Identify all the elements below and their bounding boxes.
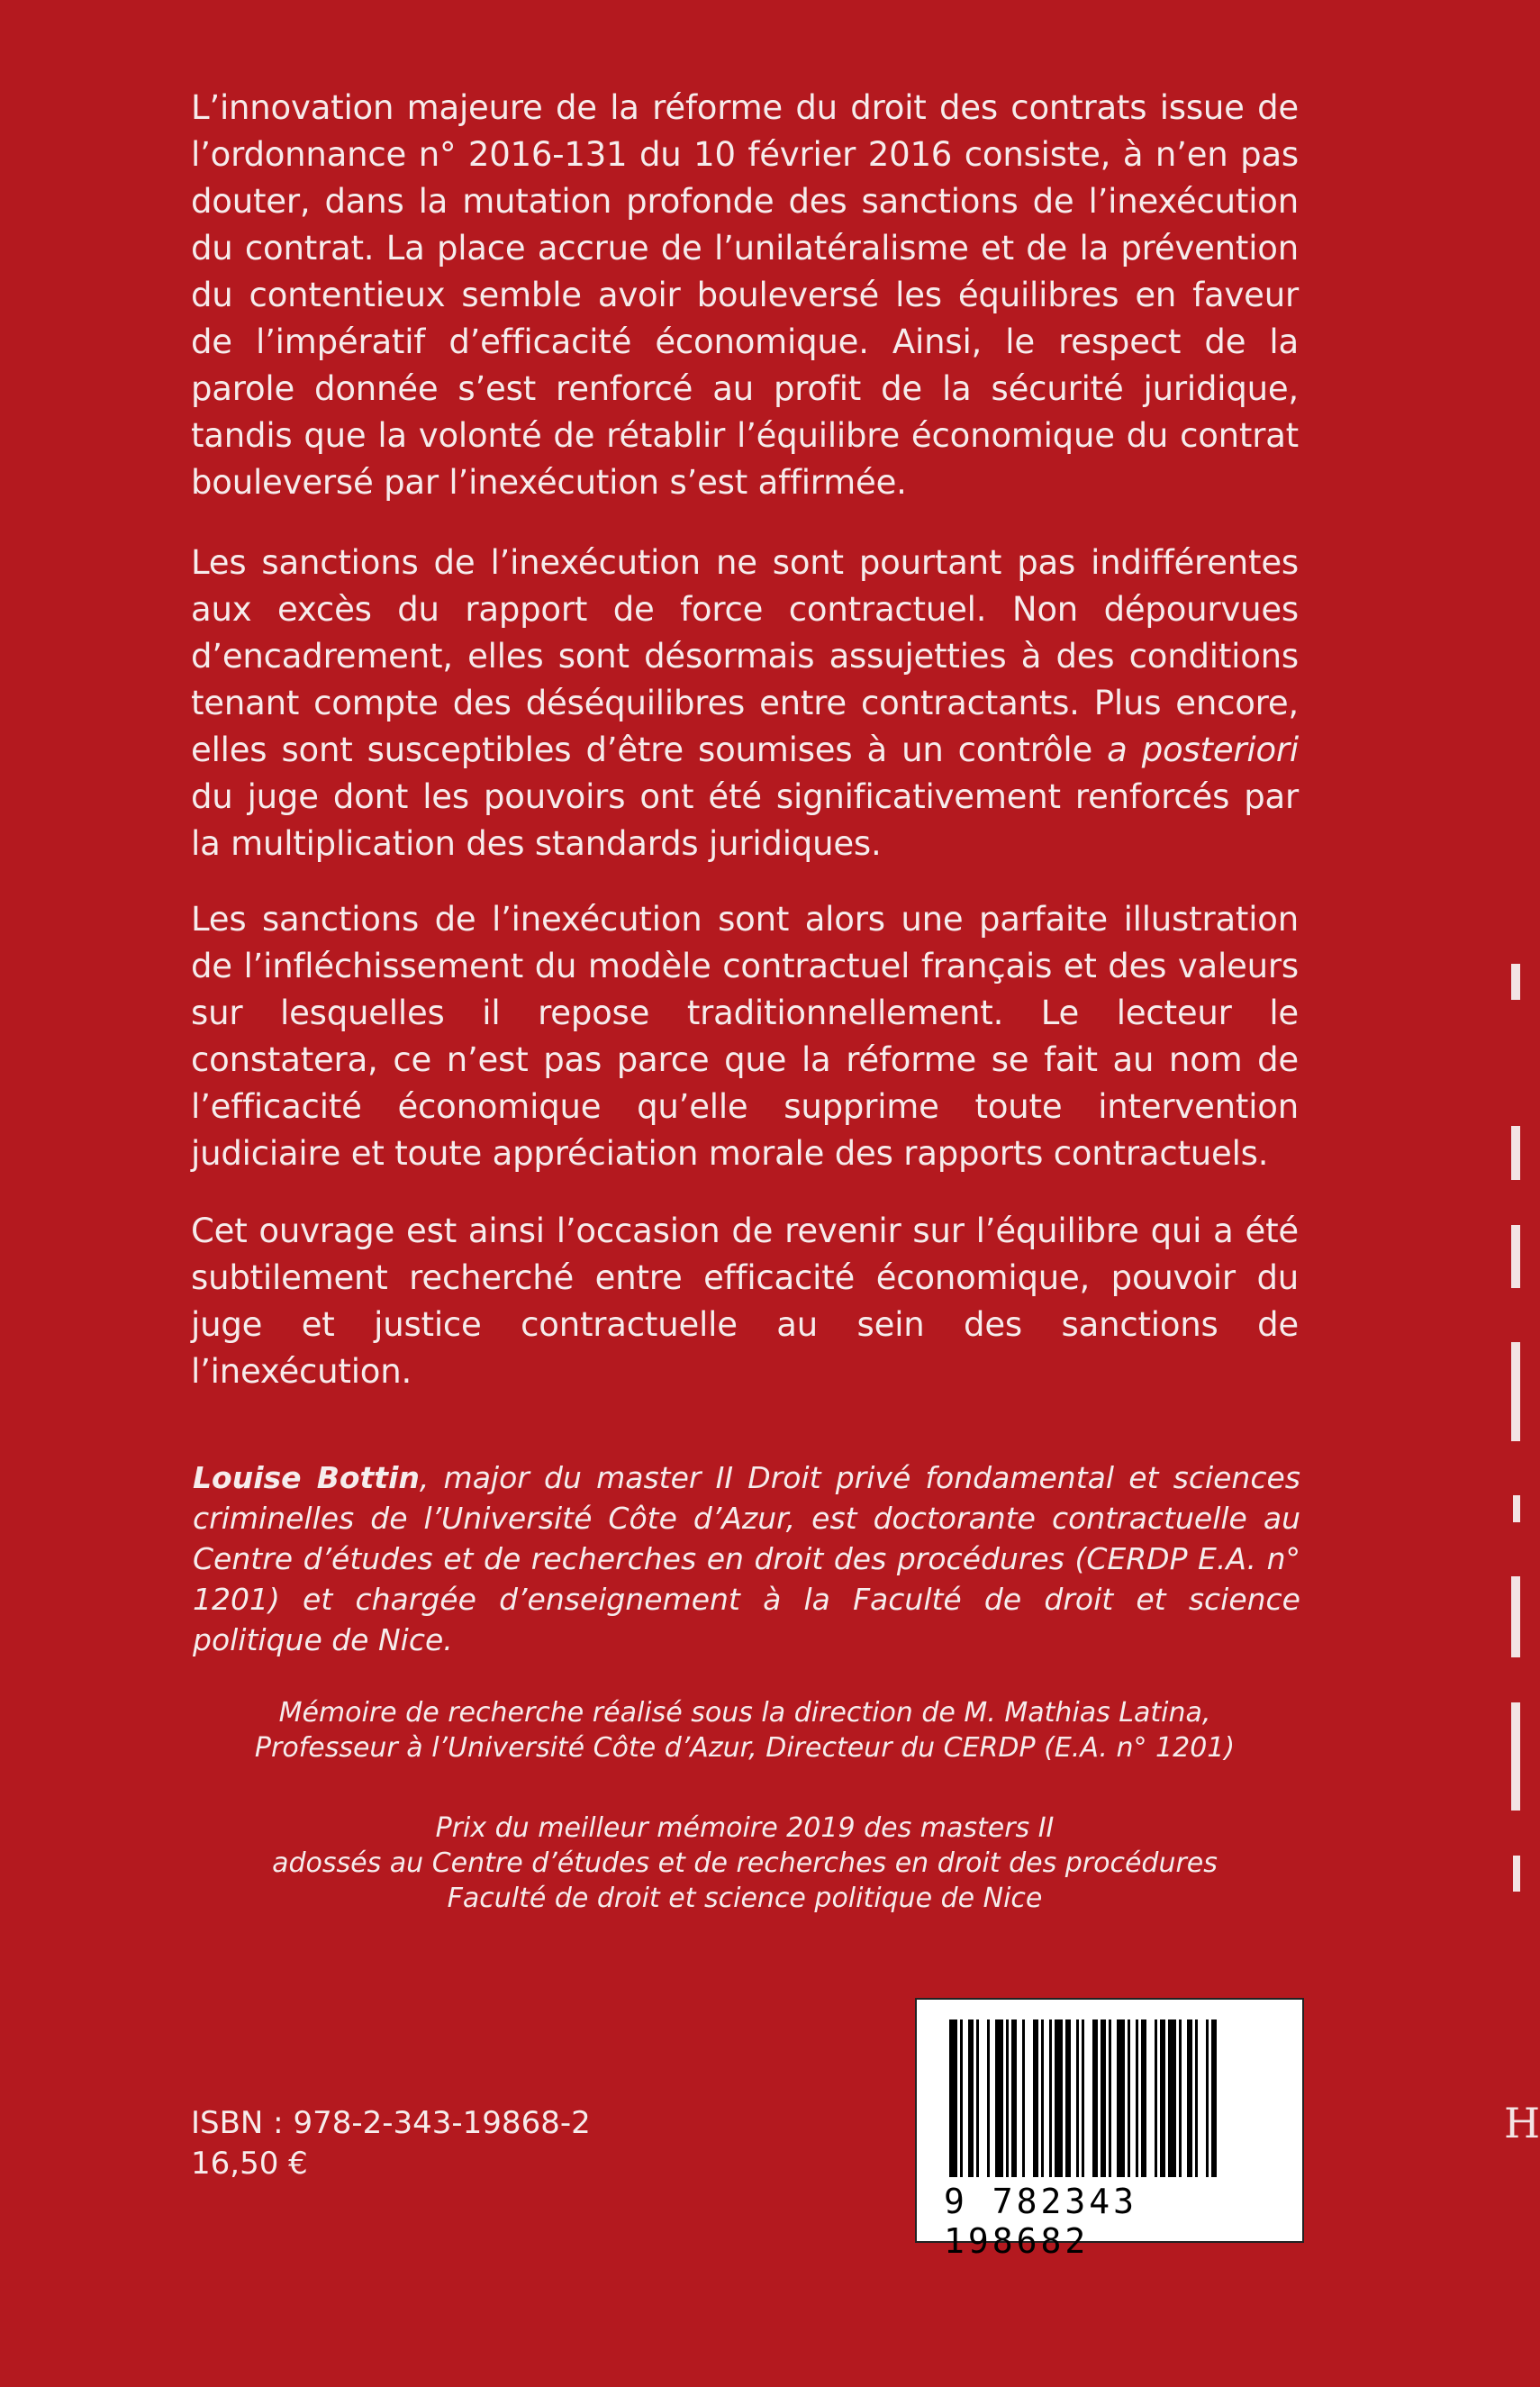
barcode-bar [1117, 2019, 1125, 2177]
blurb-paragraph-3: Les sanctions de l’inexécution sont alors une parfaite illustration de l’infléchissement du modèle contractuel français et des valeurs sur lesquelles il repose traditionnellement. Le lecteur le constatera, ce n’est pas parce que la réforme se fait au nom de l’efficacité économique qu’elle supprime toute intervention judiciaire et toute appréciation morale des rapports contractuels. [191, 900, 1299, 1173]
author-bio [193, 1457, 1300, 1660]
spine-mark [1511, 1225, 1520, 1288]
barcode-bar [1049, 2019, 1052, 2177]
barcode-bar [960, 2019, 963, 2177]
isbn-text: ISBN : 978-2-343-19868-2 [191, 2105, 591, 2141]
barcode-bar [1187, 2019, 1192, 2177]
barcode-bar [1065, 2019, 1071, 2177]
barcode-bar [987, 2019, 990, 2177]
supervision-line-1: Mémoire de recherche réalisé sous la direction de M. Mathias Latina, [278, 1697, 1211, 1729]
barcode-bar [1006, 2019, 1009, 2177]
blurb-paragraph-2 [191, 540, 1299, 867]
blurb-paragraph-1: L’innovation majeure de la réforme du droit des contrats issue de l’ordonnance n° 2016-131 du 10 février 2016 consiste, à n’en pas douter, dans la mutation profonde des sanctions de l’inexécution du contrat. La place accrue de l’unilatéralisme et de la prévention du contentieux semble avoir bouleversé les équilibres en faveur de l’impératif d’efficacité économique. Ainsi, le respect de la parole donnée s’est renforcé au profit de la sécurité juridique, tandis que la volonté de rétablir l’équilibre économique du contrat bouleversé par l’inexécution s’est affirmée. [191, 88, 1299, 502]
barcode-bar [1206, 2019, 1209, 2177]
barcode-bar [1041, 2019, 1044, 2177]
spine-mark [1511, 1576, 1520, 1657]
barcode [915, 1998, 1304, 2261]
author-bio-text: , major du master II Droit privé fondamental et sciences criminelles de l’Université Côte d’Azur, est doctorante contractuelle au Centre d’études et de recherches en droit des procédures (CERDP E.A. n° 1201) et chargée d’enseignement à la Faculté de droit et science politique de Nice. [193, 1460, 1300, 1657]
barcode-bar [1011, 2019, 1017, 2177]
author-name: Louise Bottin [193, 1460, 420, 1495]
prize-note [191, 1811, 1299, 1916]
barcode-bar [949, 2019, 957, 2177]
spine-edge [1502, 964, 1529, 2387]
barcode-bar [1033, 2019, 1038, 2177]
barcode-bar [976, 2019, 979, 2177]
blurb-p2-text-a: Les sanctions de l’inexécution ne sont pourtant pas indifférentes aux excès du rapport de force contractuel. Non dépourvues d’encadrement, elles sont désormais assujetties à des conditions tenant compte des déséquilibres entre contractants. Plus encore, elles sont susceptibles d’être soumises à un contrôle [191, 543, 1299, 769]
barcode-bar [968, 2019, 974, 2177]
barcode-bar [1195, 2019, 1198, 2177]
barcode-bar [1160, 2019, 1165, 2177]
prize-line-1: Prix du meilleur mémoire 2019 des masters II [435, 1812, 1055, 1844]
barcode-bar [1076, 2019, 1079, 2177]
isbn-price-block [191, 2103, 591, 2184]
barcode-bar [1168, 2019, 1176, 2177]
barcode-bar [1155, 2019, 1157, 2177]
barcode-bar [1082, 2019, 1084, 2177]
barcode-bar [1128, 2019, 1130, 2177]
barcode-bar [1141, 2019, 1146, 2177]
spine-mark [1511, 1702, 1520, 1811]
barcode-bar [995, 2019, 1003, 2177]
spine-mark [1511, 964, 1520, 1000]
barcode-bar [1179, 2019, 1182, 2177]
spine-mark [1511, 1342, 1520, 1441]
barcode-bar [1109, 2019, 1111, 2177]
blurb-p2-text-b: du juge dont les pouvoirs ont été significativement renforcés par la multiplication des standards juridiques. [191, 777, 1299, 863]
barcode-bar [1136, 2019, 1138, 2177]
blurb-p2-italic: a posteriori [1107, 731, 1300, 769]
barcode-bar [1092, 2019, 1098, 2177]
price-text: 16,50 € [191, 2146, 308, 2182]
barcode-bar [1101, 2019, 1106, 2177]
spine-mark [1513, 1495, 1520, 1522]
barcode-bar [1055, 2019, 1063, 2177]
publisher-letter: H [1504, 2099, 1540, 2147]
spine-mark [1513, 1856, 1520, 1892]
barcode-bar [1022, 2019, 1025, 2177]
prize-line-2: adossés au Centre d’études et de recherches en droit des procédures [272, 1847, 1218, 1879]
blurb-paragraph-4: Cet ouvrage est ainsi l’occasion de revenir sur l’équilibre qui a été subtilement recherché entre efficacité économique, pouvoir du juge et justice contractuelle au sein des sanctions de l’inexécution. [191, 1212, 1299, 1391]
prize-line-3: Faculté de droit et science politique de Nice [447, 1883, 1043, 1914]
supervision-line-2: Professeur à l’Université Côte d’Azur, Directeur du CERDP (E.A. n° 1201) [254, 1732, 1236, 1764]
barcode-digits: 9 782343 198682 [944, 2182, 1138, 2261]
spine-mark [1511, 1126, 1520, 1180]
barcode-bar [1211, 2019, 1217, 2177]
supervision-note [191, 1695, 1299, 1765]
